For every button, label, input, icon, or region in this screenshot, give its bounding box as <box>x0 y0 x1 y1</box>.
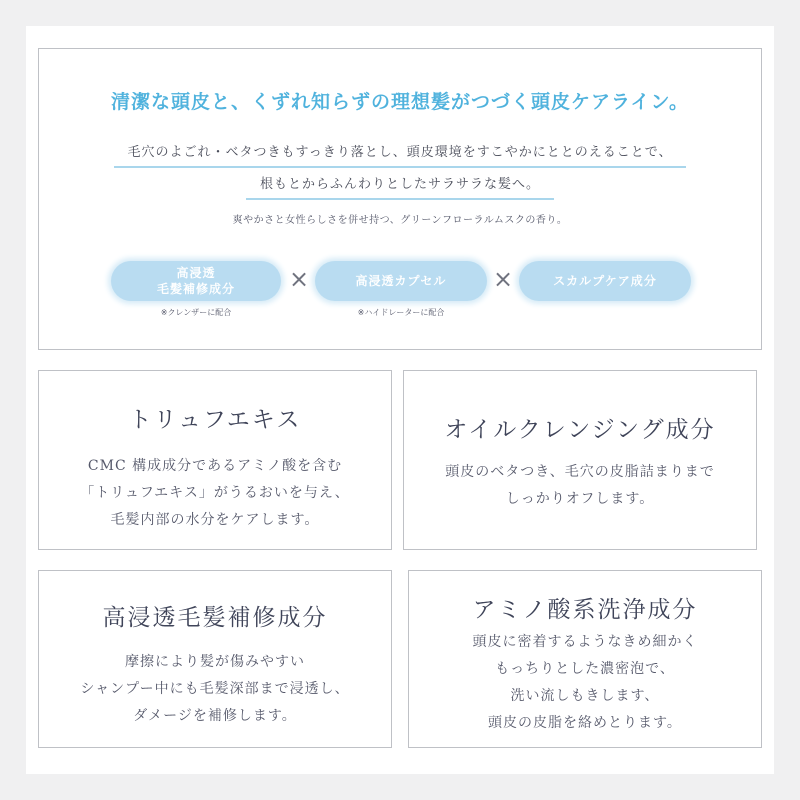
description-text-2: 根もとからふんわりとしたサラサラな髪へ。 <box>246 173 554 200</box>
feature-card-amino <box>408 570 762 748</box>
card-title: 高浸透毛髪補修成分 <box>102 605 328 631</box>
multiply-icon: × <box>289 265 310 293</box>
headline: 清潔な頭皮と、くずれ知らずの理想髪がつづく頭皮ケアライン。 <box>111 91 689 113</box>
card-body-line: もっちりとした濃密泡で、 <box>495 661 675 677</box>
pill-footnote: ※クレンザーに配合 <box>160 308 232 317</box>
card-body <box>404 459 756 513</box>
card-body-line: シャンプー中にも毛髪深部まで浸透し、 <box>80 681 350 697</box>
card-body-line: 摩擦により髪が傷みやすい <box>125 654 305 670</box>
card-body-line: ダメージを補修します。 <box>133 708 297 724</box>
card-body-line: 頭皮の皮脂を絡めとります。 <box>488 715 682 731</box>
pill-footnote: ※ハイドレーターに配合 <box>357 308 445 317</box>
card-title: アミノ酸系洗浄成分 <box>472 597 698 623</box>
card-body-line: 毛髪内部の水分をケアします。 <box>110 512 320 528</box>
pill-label-line: 毛髪補修成分 <box>156 282 235 296</box>
pill-label-line: 高浸透 <box>176 266 216 280</box>
card-body <box>409 629 761 737</box>
description-line-2 <box>39 173 761 200</box>
ingredient-pill-scalp <box>519 261 691 301</box>
card-title: トリュフエキス <box>128 407 302 433</box>
feature-card-oil-cleansing <box>403 370 757 550</box>
multiply-icon: × <box>493 265 514 293</box>
pill-label-line: スカルプケア成分 <box>553 274 657 288</box>
card-body-line: 頭皮に密着するようなきめ細かく <box>472 634 698 650</box>
card-body-line: 頭皮のベタつき、毛穴の皮脂詰まりまで <box>445 464 715 480</box>
card-body-line: CMC 構成成分であるアミノ酸を含む <box>87 458 343 474</box>
card-body <box>39 649 391 730</box>
intro-panel <box>38 48 762 350</box>
ingredient-pill-repair <box>111 261 281 301</box>
card-body-line: しっかりオフします。 <box>505 491 655 507</box>
ingredient-pill-capsule <box>315 261 487 301</box>
description-line-1 <box>39 141 761 168</box>
card-body-line: 「トリュフエキス」がうるおいを与え、 <box>80 485 350 501</box>
card-body-line: 洗い流しもきします、 <box>510 688 660 704</box>
feature-card-repair <box>38 570 392 748</box>
card-title: オイルクレンジング成分 <box>444 417 716 443</box>
feature-card-truffle <box>38 370 392 550</box>
pill-label-line: 高浸透カプセル <box>355 274 447 288</box>
fragrance-note: 爽やかさと女性らしさを併せ持つ、グリーンフローラルムスクの香り。 <box>232 215 568 226</box>
description-text-1: 毛穴のよごれ・ベタつきもすっきり落とし、頭皮環境をすこやかにととのえることで、 <box>114 141 687 168</box>
card-body <box>39 453 391 534</box>
